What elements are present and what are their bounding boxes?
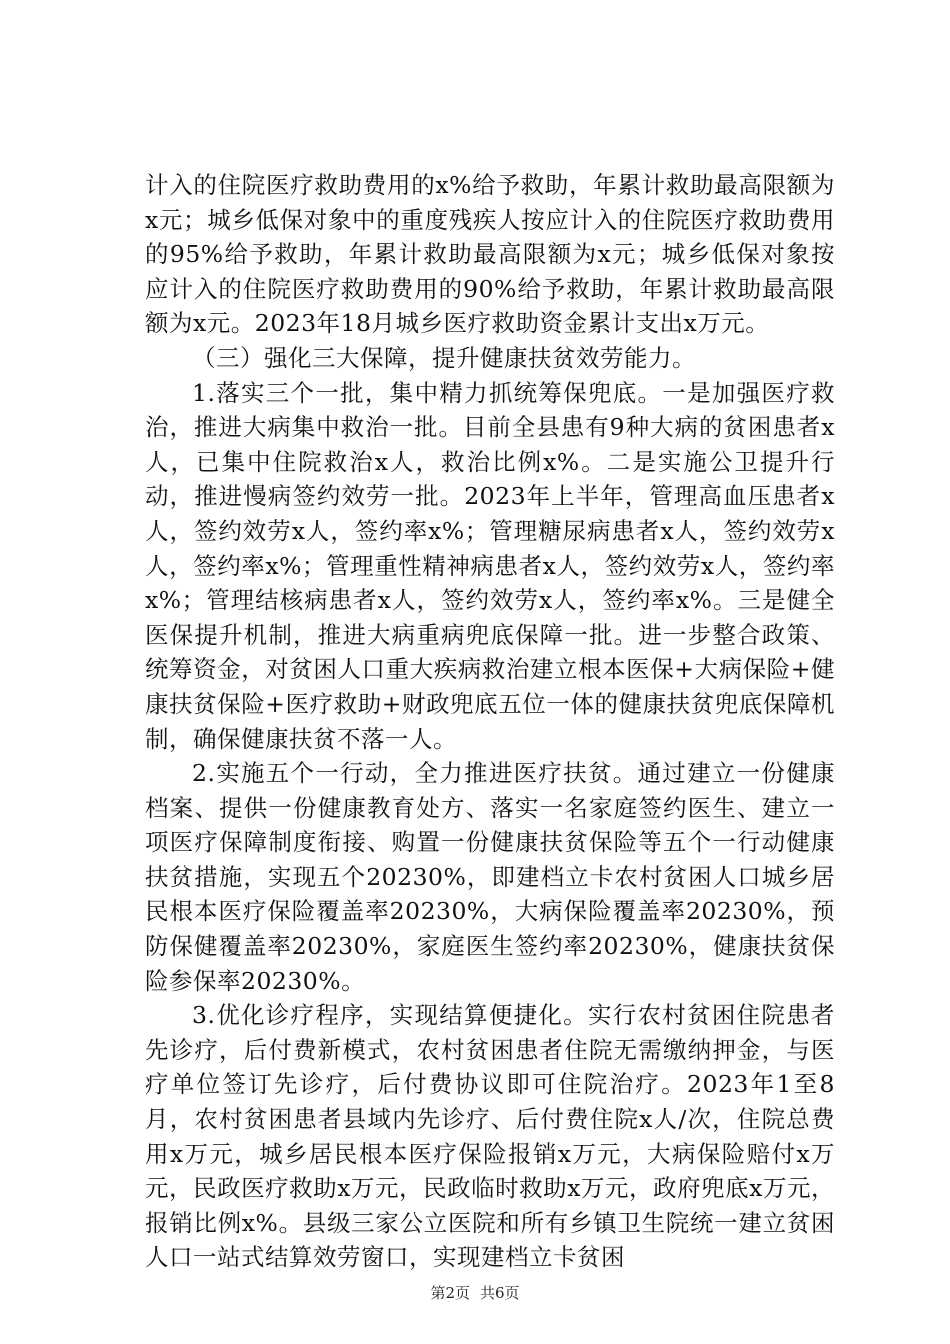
page-total: 共6页 xyxy=(480,1284,520,1302)
document-body xyxy=(145,168,835,1275)
page-footer xyxy=(0,1283,950,1303)
section-heading: （三）强化三大保障，提升健康扶贫效劳能力。 xyxy=(192,343,696,372)
paragraph-item-3: 3.优化诊疗程序，实现结算便捷化。实行农村贫困住院患者先诊疗，后付费新模式，农村贫困患者住院无需缴纳押金，与医疗单位签订先诊疗，后付费协议即可住院治疗。2023年1至8月，农村贫困患者县域内先诊疗、后付费住院x人/次，住院总费用x万元，城乡居民根本医疗保险报销x万元，大病保险赔付x万元，民政医疗救助x万元，民政临时救助x万元，政府兜底x万元，报销比例x%。县级三家公立医院和所有乡镇卫生院统一建立贫困人口一站式结算效劳窗口，实现建档立卡贫困 xyxy=(145,1001,835,1272)
paragraph-continued: 计入的住院医疗救助费用的x%给予救助，年累计救助最高限额为x元；城乡低保对象中的重度残疾人按应计入的住院医疗救助费用的95%给予救助，年累计救助最高限额为x元；城乡低保对象按应计入的住院医疗救助费用的90%给予救助，年累计救助最高限额为x元。2023年18月城乡医疗救助资金累计支出x万元。 xyxy=(145,171,835,338)
page-number: 第2页 xyxy=(430,1284,470,1302)
paragraph-item-1: 1.落实三个一批，集中精力抓统筹保兜底。一是加强医疗救治，推进大病集中救治一批。目前全县患有9种大病的贫困患者x人，已集中住院救治x人，救治比例x%。二是实施公卫提升行动，推进慢病签约效劳一批。2023年上半年，管理高血压患者x人，签约效劳x人，签约率x%；管理糖尿病患者x人，签约效劳x人，签约率x%；管理重性精神病患者x人，签约效劳x人，签约率x%；管理结核病患者x人，签约效劳x人，签约率x%。三是健全医保提升机制，推进大病重病兜底保障一批。进一步整合政策、统筹资金，对贫困人口重大疾病救治建立根本医保+大病保险+健康扶贫保险+医疗救助+财政兜底五位一体的健康扶贫兜底保障机制，确保健康扶贫不落一人。 xyxy=(145,378,835,753)
paragraph-item-2: 2.实施五个一行动，全力推进医疗扶贫。通过建立一份健康档案、提供一份健康教育处方、落实一名家庭签约医生、建立一项医疗保障制度衔接、购置一份健康扶贫保险等五个一行动健康扶贫措施，实现五个20230%，即建档立卡农村贫困人口城乡居民根本医疗保险覆盖率20230%，大病保险覆盖率20230%，预防保健覆盖率20230%，家庭医生签约率20230%，健康扶贫保险参保率20230%。 xyxy=(145,759,835,995)
